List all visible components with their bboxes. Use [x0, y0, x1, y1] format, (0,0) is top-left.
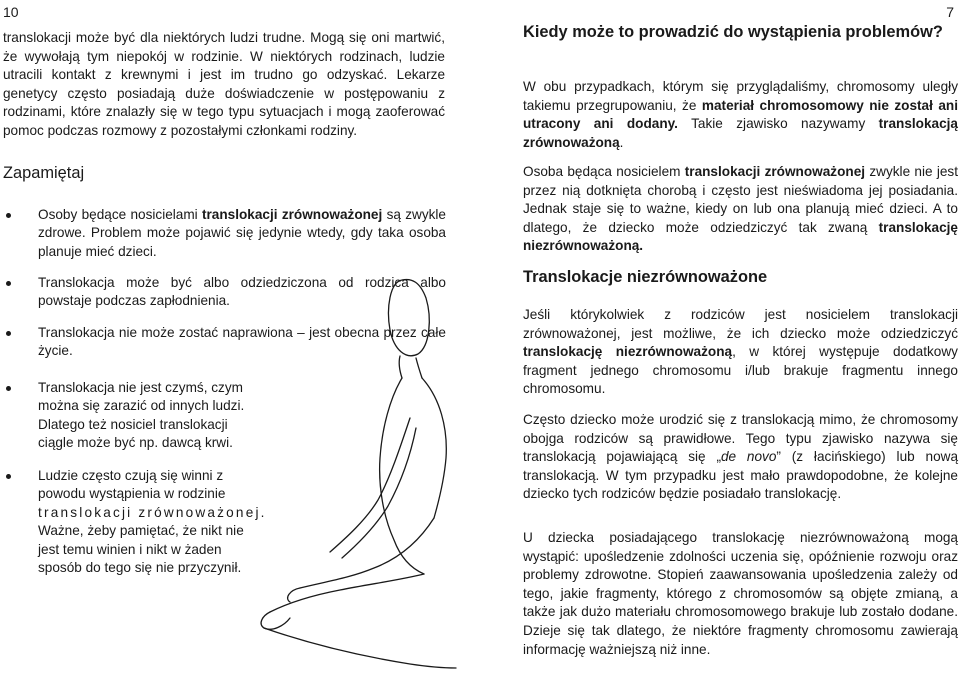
- page-number-right: 7: [946, 4, 954, 20]
- paragraph-inherit: [523, 306, 958, 399]
- heading-problems: Kiedy może to prowadzić do wystąpienia problemów?: [523, 23, 943, 41]
- seated-figure-icon: [250, 268, 460, 688]
- list-item-line: Ludzie często czują się winni z: [38, 468, 224, 483]
- bullet-icon: [6, 213, 11, 218]
- list-item: [6, 379, 286, 453]
- text-run: W obu przypadkach, którym się przyglądaliśmy, chromosomy uległy takiemu przegrupowaniu, że: [523, 79, 958, 113]
- text-run: .: [619, 134, 624, 150]
- list-item: [6, 467, 286, 577]
- paragraph-de-novo: [523, 411, 958, 504]
- text-run-bold: materiał chromosomowy nie został ani utracony ani dodany.: [523, 97, 958, 132]
- list-item-text: są zwykle zdrowe. Problem może pojawić się jedynie wtedy, gdy taka osoba planuje mieć dzieci.: [38, 207, 446, 259]
- remember-heading: Zapamiętaj: [3, 164, 85, 182]
- paragraph-balanced: [523, 78, 958, 152]
- paragraph-effects: U dziecka posiadającego translokację niezrównoważoną mogą wystąpić: upośledzenie zdolności uczenia się, opóźnienie rozwoju oraz problemy zdrowotne. Stopień zaawansowania upośledzenia zależy od tego, jakie fragmenty, którego z chromosomów są objęte zmianą, a także jak dużo materiału chromosomowego brakuje lub zostało dodane. Dzieje się tak dlatego, że niektóre fragmenty chromosomu zawierają informację ważniejszą niż inne.: [523, 530, 958, 657]
- list-item-line: Ważne, żeby pamiętać, że nikt nie: [38, 523, 244, 539]
- text-run: ” (z łacińskiego) lub nową translokacją. W tym przypadku jest mało prawdopodobne, że kolejne dziecko tych rodziców będzie posiadało translokację.: [523, 449, 959, 502]
- text-run-bold: translokacji zrównoważonej: [684, 164, 866, 179]
- text-run: , w której występuje dodatkowy fragment jednego chromosomu i/lub brakuje fragmentu innego chromosomu.: [523, 344, 958, 397]
- intro-paragraph: translokacji może być dla niektórych ludzi trudne. Mogą się oni martwić, że wywołają tym niepokój w rodzinie. W niektórych rodzinach, ludzie utracili kontakt z krewnymi i jest im trudno go odzyskać. Lekarze genetycy często posiadają duże doświadczenie w postępowaniu z rodzinami, które znalazły się w tego typu sytuacjach i mogą zaoferować pomoc podczas rozmowy z pozostałymi członkami rodziny.: [3, 30, 445, 138]
- list-item-line: można się zarazić od innych ludzi.: [38, 398, 245, 414]
- text-run: zwykle nie jest przez nią dotknięta chorobą i często jest nieświadoma jej posiadania. Jednak staje się to ważne, kiedy on lub ona planują mieć dzieci. A to dlatego, że dziecko może odziedziczyć tak zwaną: [523, 164, 958, 235]
- page-number-left: 10: [3, 4, 19, 20]
- list-item-line: jest temu winien i nikt w żaden: [38, 541, 222, 557]
- text-run-italic: de novo: [720, 449, 777, 465]
- list-item-line: ciągle może być np. dawcą krwi.: [38, 435, 233, 451]
- heading-unbalanced: Translokacje niezrównoważone: [523, 268, 768, 286]
- list-item-line: translokacji zrównoważonej.: [38, 504, 267, 520]
- paragraph-carrier: [523, 163, 958, 256]
- text-run: Często dziecko może urodzić się z translokacją mimo, że chromosomy obojga rodziców są prawidłowe. Tego typu zjawisko nazywa się translokacją pojawiającą się „: [523, 412, 958, 465]
- list-item: [6, 206, 446, 261]
- bullet-icon: [6, 474, 11, 479]
- list-item-text: Translokacja może być albo odziedziczona od rodzica albo powstaje podczas zapłodnienia.: [38, 275, 446, 309]
- list-item-line: powodu wystąpienia w rodzinie: [38, 486, 226, 502]
- bullet-icon: [6, 386, 11, 391]
- bullet-icon: [6, 281, 11, 286]
- list-item-text: Osoby będące nosicielami: [38, 207, 202, 222]
- text-run-bold: translokacją zrównoważoną: [523, 116, 958, 150]
- list-item-bold: translokacji zrównoważonej: [201, 207, 383, 222]
- list-item-text: Translokacja nie może zostać naprawiona – jest obecna przez całe życie.: [38, 325, 446, 359]
- list-item-line: Dlatego też nosiciel translokacji: [38, 416, 228, 432]
- text-run: Takie zjawisko nazywamy: [677, 116, 879, 132]
- bullet-icon: [6, 331, 11, 336]
- text-run: Osoba będąca nosicielem: [523, 164, 685, 179]
- list-item-line: Translokacja nie jest czymś, czym: [38, 380, 243, 395]
- text-run-bold: translokację niezrównoważoną.: [523, 219, 958, 254]
- list-item-line: sposób do tego się nie przyczynił.: [38, 560, 242, 576]
- text-run: Jeśli którykolwiek z rodziców jest nosicielem translokacji zrównoważonej, jest możliwe, że ich dziecko może odziedziczyć: [523, 307, 958, 341]
- text-run-bold: translokację niezrównoważoną: [523, 344, 733, 360]
